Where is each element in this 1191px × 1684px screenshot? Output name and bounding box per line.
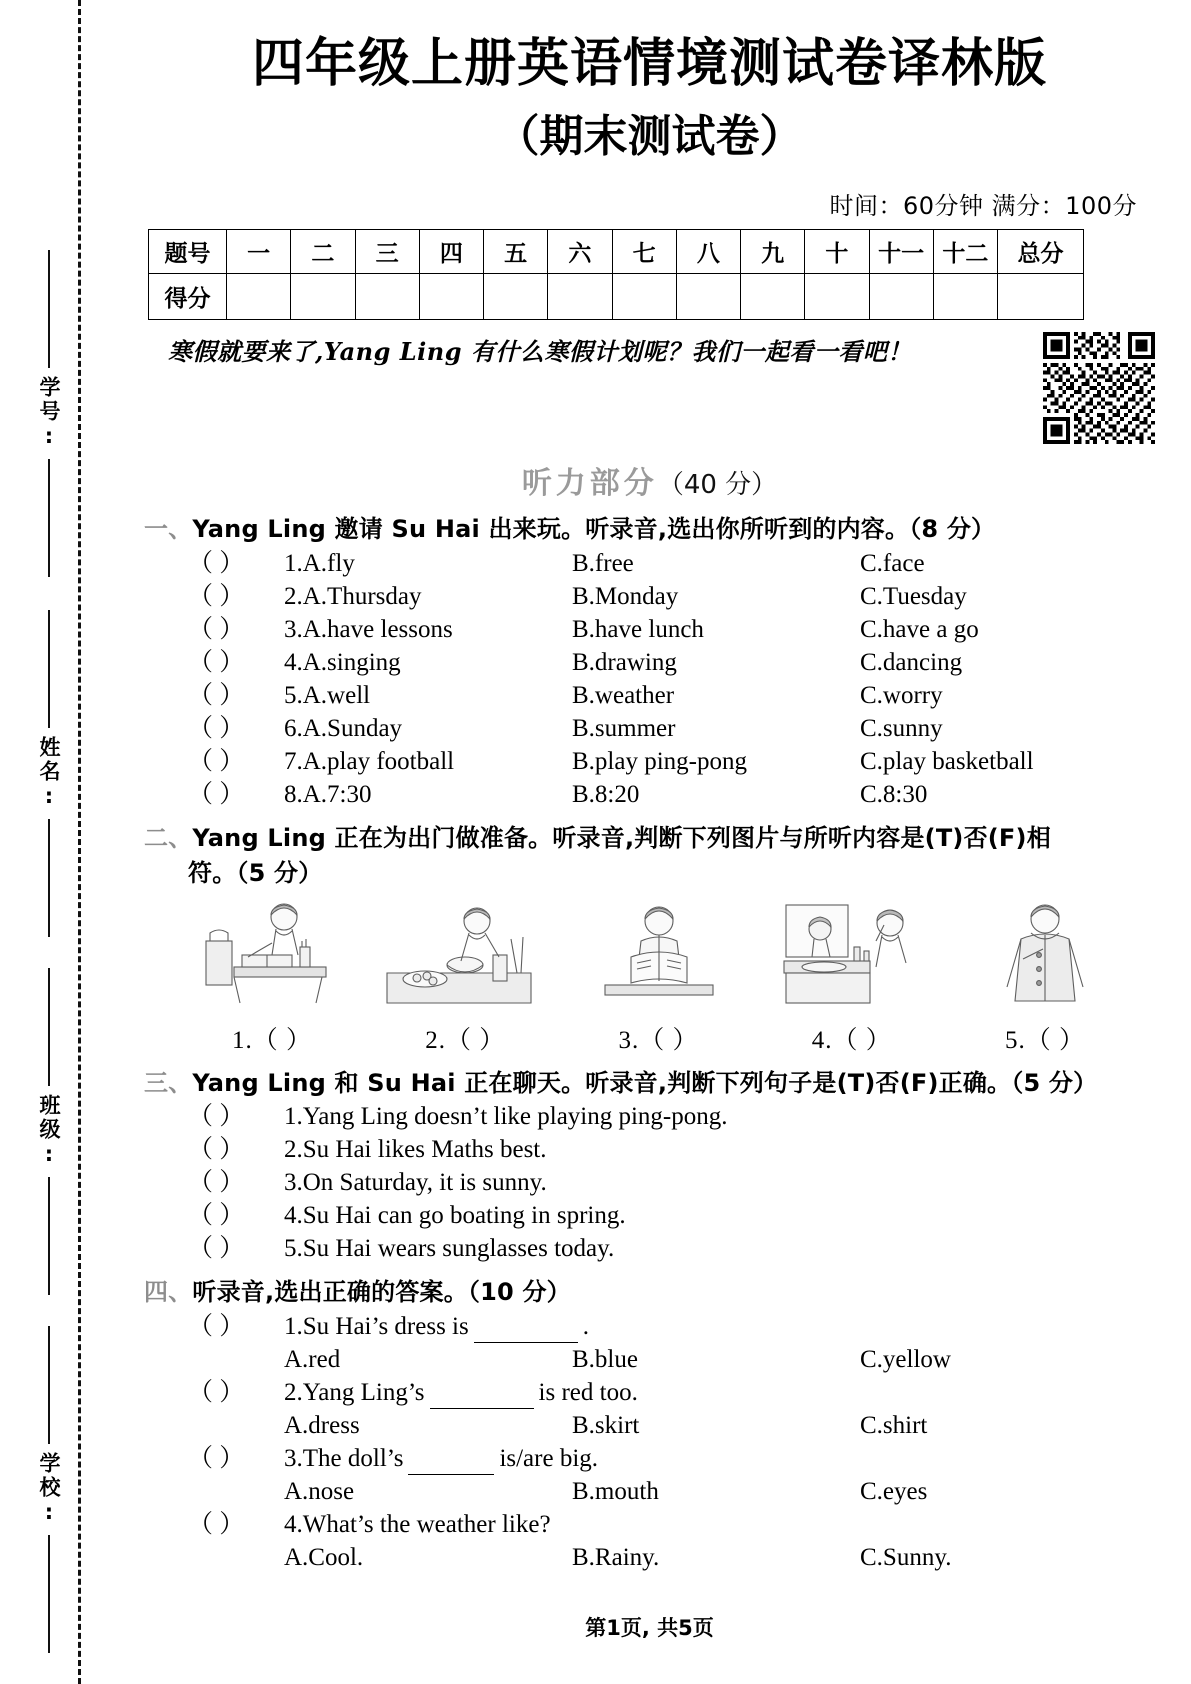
question-row <box>144 679 1155 712</box>
illustration-girl-reading-book <box>575 899 743 1011</box>
score-cell[interactable] <box>291 274 355 320</box>
question-stem: 2.Yang Ling’s is red too. <box>284 1376 1155 1409</box>
answer-bracket[interactable]: （ ） <box>188 1169 245 1197</box>
answer-bracket[interactable]: （ ） <box>188 1313 245 1341</box>
question-stem: 3.The doll’s is/are big. <box>284 1442 1155 1475</box>
listening-banner-title: 听力部分 <box>521 466 658 502</box>
picture-cell <box>575 899 743 1056</box>
section-2-number: 二、 <box>144 823 193 852</box>
option-c[interactable]: C.8:30 <box>860 780 928 808</box>
answer-bracket[interactable]: （ ） <box>188 1136 245 1164</box>
option-row <box>144 1475 1155 1508</box>
page-footer: 第1页, 共5页 <box>585 1616 714 1640</box>
option-b[interactable]: B.free <box>572 549 634 577</box>
option-b[interactable]: B.skirt <box>572 1412 640 1440</box>
answer-bracket[interactable]: （ ） <box>188 1379 245 1407</box>
section-4 <box>144 1275 1155 1574</box>
picture-answer-4[interactable]: 4.（ ） <box>811 1026 892 1054</box>
option-a[interactable]: 5.A.well <box>284 681 371 709</box>
answer-bracket[interactable]: （ ） <box>188 582 245 610</box>
picture-cell <box>961 899 1129 1056</box>
question-stem: 4.What’s the weather like? <box>284 1511 551 1539</box>
question-row <box>144 580 1155 613</box>
margin-rule <box>48 1177 50 1295</box>
answer-bracket[interactable]: （ ） <box>188 747 245 775</box>
score-cell[interactable] <box>933 274 997 320</box>
score-table-col-2: 二 <box>291 230 355 274</box>
question-row <box>144 712 1155 745</box>
score-table-col-3: 三 <box>355 230 419 274</box>
picture-cell <box>188 899 356 1056</box>
margin-field-student-id <box>26 250 72 577</box>
margin-rule <box>48 459 50 577</box>
score-table-col-6: 六 <box>548 230 612 274</box>
section-1-heading <box>144 512 1155 547</box>
exam-page <box>108 0 1191 1684</box>
option-c[interactable]: C.dancing <box>860 648 963 676</box>
option-c[interactable]: C.play basketball <box>860 747 1034 775</box>
statement-text: 5.Su Hai wears sunglasses today. <box>284 1235 615 1263</box>
question-row <box>144 1199 1155 1232</box>
margin-field-name <box>26 610 72 937</box>
question-row <box>144 547 1155 580</box>
section-3 <box>144 1066 1155 1266</box>
score-cell[interactable] <box>227 274 291 320</box>
section-3-heading-text: Yang Ling 和 Su Hai 正在聊天。听录音,判断下列句子是(T)否(F)正确。（5 分） <box>192 1068 1098 1097</box>
option-row <box>144 1409 1155 1442</box>
option-b[interactable]: B.8:20 <box>572 780 640 808</box>
section-2-heading-text: Yang Ling 正在为出门做准备。听录音,判断下列图片与所听内容是(T)否(F)相 <box>192 823 1051 852</box>
option-b[interactable]: B.Monday <box>572 582 679 610</box>
option-a[interactable]: 4.A.singing <box>284 648 401 676</box>
option-row <box>144 1343 1155 1376</box>
option-b[interactable]: B.Rainy. <box>572 1544 660 1572</box>
question-row <box>144 745 1155 778</box>
answer-bracket[interactable]: （ ） <box>188 549 245 577</box>
section-2 <box>144 821 1155 1056</box>
section-2-heading <box>144 821 1155 856</box>
option-b[interactable]: B.blue <box>572 1346 638 1374</box>
option-a[interactable]: 1.A.fly <box>284 549 355 577</box>
section-3-number: 三、 <box>144 1068 193 1097</box>
option-b[interactable]: B.mouth <box>572 1478 659 1506</box>
picture-answer-2[interactable]: 2.（ ） <box>425 1026 506 1054</box>
margin-label-name: 姓名: <box>37 736 61 811</box>
score-cell[interactable] <box>805 274 869 320</box>
question-row <box>144 1166 1155 1199</box>
score-table-col-4: 四 <box>419 230 483 274</box>
margin-field-school <box>26 1326 72 1653</box>
score-cell[interactable] <box>355 274 419 320</box>
page-title: 四年级上册英语情境测试卷译林版 <box>251 34 1047 94</box>
score-cell[interactable] <box>741 274 805 320</box>
option-b[interactable]: B.have lunch <box>572 615 704 643</box>
margin-rule <box>48 1535 50 1653</box>
score-cell[interactable] <box>676 274 740 320</box>
margin-rule <box>48 610 50 728</box>
question-stem: 1.Su Hai’s dress is . <box>284 1310 1155 1343</box>
dashed-fold-line <box>78 0 81 1684</box>
answer-bracket[interactable]: （ ） <box>188 615 245 643</box>
illustration-girl-wearing-coat <box>961 899 1129 1011</box>
score-table-header-row <box>149 230 1084 274</box>
margin-field-class <box>26 968 72 1295</box>
option-b[interactable]: B.weather <box>572 681 675 709</box>
answer-bracket[interactable]: （ ） <box>188 1202 245 1230</box>
question-row <box>144 1310 1155 1343</box>
option-a[interactable]: A.dress <box>284 1412 360 1440</box>
option-b[interactable]: B.summer <box>572 714 676 742</box>
answer-bracket[interactable]: （ ） <box>188 681 245 709</box>
question-row <box>144 646 1155 679</box>
section-1-number: 一、 <box>144 515 193 544</box>
score-cell[interactable] <box>869 274 933 320</box>
fill-in-blank[interactable] <box>474 1323 578 1343</box>
score-table-col-1: 一 <box>227 230 291 274</box>
section-4-heading <box>144 1275 1155 1310</box>
score-table-col-12: 十二 <box>933 230 997 274</box>
page-subtitle: （期末测试卷） <box>495 111 804 163</box>
answer-bracket[interactable]: （ ） <box>188 714 245 742</box>
picture-judgement-row <box>144 899 1155 1056</box>
option-c[interactable]: C.have a go <box>860 615 979 643</box>
statement-text: 2.Su Hai likes Maths best. <box>284 1136 547 1164</box>
option-b[interactable]: B.drawing <box>572 648 677 676</box>
score-cell[interactable] <box>612 274 676 320</box>
picture-answer-3[interactable]: 3.（ ） <box>618 1026 699 1054</box>
fill-in-blank[interactable] <box>430 1389 534 1409</box>
option-a[interactable]: 3.A.have lessons <box>284 615 453 643</box>
option-c[interactable]: C.Sunny. <box>860 1544 952 1572</box>
option-a[interactable]: 8.A.7:30 <box>284 780 372 808</box>
margin-rule <box>48 968 50 1086</box>
question-row <box>144 778 1155 811</box>
option-a[interactable]: A.nose <box>284 1478 355 1506</box>
answer-bracket[interactable]: （ ） <box>188 1445 245 1473</box>
option-c[interactable]: C.eyes <box>860 1478 928 1506</box>
score-cell[interactable] <box>484 274 548 320</box>
statement-text: 1.Yang Ling doesn’t like playing ping-pong. <box>284 1103 728 1131</box>
section-1 <box>144 512 1155 811</box>
question-row <box>144 1442 1155 1475</box>
option-a[interactable]: A.Cool. <box>284 1544 364 1572</box>
option-a[interactable]: 7.A.play football <box>284 747 455 775</box>
section-4-number: 四、 <box>144 1278 193 1307</box>
option-c[interactable]: C.sunny <box>860 714 943 742</box>
score-table-label-question: 题号 <box>149 230 227 274</box>
score-table-col-10: 十 <box>805 230 869 274</box>
question-row <box>144 1100 1155 1133</box>
score-table-col-5: 五 <box>484 230 548 274</box>
section-1-heading-text: Yang Ling 邀请 Su Hai 出来玩。听录音,选出你所听到的内容。（8 分） <box>192 515 996 544</box>
option-row <box>144 1541 1155 1574</box>
picture-cell <box>381 899 549 1056</box>
answer-bracket[interactable]: （ ） <box>188 1511 245 1539</box>
section-3-heading <box>144 1066 1155 1101</box>
question-row <box>144 613 1155 646</box>
score-table-col-9: 九 <box>741 230 805 274</box>
section-4-heading-text: 听录音,选出正确的答案。（10 分） <box>192 1278 571 1307</box>
margin-rule <box>48 250 50 368</box>
answer-bracket[interactable]: （ ） <box>188 1103 245 1131</box>
picture-answer-5[interactable]: 5.（ ） <box>1004 1026 1085 1054</box>
score-table-col-8: 八 <box>676 230 740 274</box>
answer-bracket[interactable]: （ ） <box>188 648 245 676</box>
statement-text: 3.On Saturday, it is sunny. <box>284 1169 547 1197</box>
question-row <box>144 1133 1155 1166</box>
intro-text: 寒假就要来了,Yang Ling 有什么寒假计划呢？我们一起看一看吧！ <box>168 337 912 367</box>
option-a[interactable]: 6.A.Sunday <box>284 714 403 742</box>
option-c[interactable]: C.face <box>860 549 925 577</box>
option-a[interactable]: A.red <box>284 1346 341 1374</box>
margin-label-school: 学校: <box>37 1452 61 1527</box>
illustration-girl-eating-breakfast <box>381 899 549 1011</box>
score-table-label-score: 得分 <box>149 274 227 320</box>
score-table-col-11: 十一 <box>869 230 933 274</box>
picture-answer-1[interactable]: 1.（ ） <box>231 1026 312 1054</box>
statement-text: 4.Su Hai can go boating in spring. <box>284 1202 626 1230</box>
exam-meta-info: 时间：60分钟 满分：100分 <box>829 192 1137 221</box>
qr-code[interactable] <box>1043 332 1155 444</box>
question-row <box>144 1232 1155 1265</box>
margin-rule <box>48 1326 50 1444</box>
score-table-col-7: 七 <box>612 230 676 274</box>
answer-bracket[interactable]: （ ） <box>188 1235 245 1263</box>
section-2-heading-line2: 符。（5 分） <box>188 858 323 887</box>
listening-section-banner <box>144 458 1155 502</box>
binding-margin-strip <box>0 0 108 1684</box>
listening-banner-points: （40 分） <box>657 470 778 501</box>
option-c[interactable]: C.shirt <box>860 1412 928 1440</box>
question-row <box>144 1376 1155 1409</box>
option-c[interactable]: C.worry <box>860 681 943 709</box>
score-table <box>148 229 1084 320</box>
intro-row <box>144 330 1155 444</box>
score-cell[interactable] <box>419 274 483 320</box>
option-a[interactable]: 2.A.Thursday <box>284 582 422 610</box>
picture-cell <box>768 899 936 1056</box>
illustration-girl-brushing-teeth-mirror <box>768 899 936 1011</box>
option-b[interactable]: B.play ping-pong <box>572 747 747 775</box>
answer-bracket[interactable]: （ ） <box>188 780 245 808</box>
score-table-col-total: 总分 <box>998 230 1084 274</box>
option-c[interactable]: C.Tuesday <box>860 582 967 610</box>
question-row <box>144 1508 1155 1541</box>
score-cell[interactable] <box>548 274 612 320</box>
margin-label-class: 班级: <box>37 1094 61 1169</box>
margin-rule <box>48 819 50 937</box>
illustration-girl-packing-schoolbag <box>188 899 356 1011</box>
margin-label-student-id: 学号: <box>37 376 61 451</box>
score-cell-total[interactable] <box>998 274 1084 320</box>
option-c[interactable]: C.yellow <box>860 1346 951 1374</box>
fill-in-blank[interactable] <box>408 1455 494 1475</box>
score-table-score-row <box>149 274 1084 320</box>
